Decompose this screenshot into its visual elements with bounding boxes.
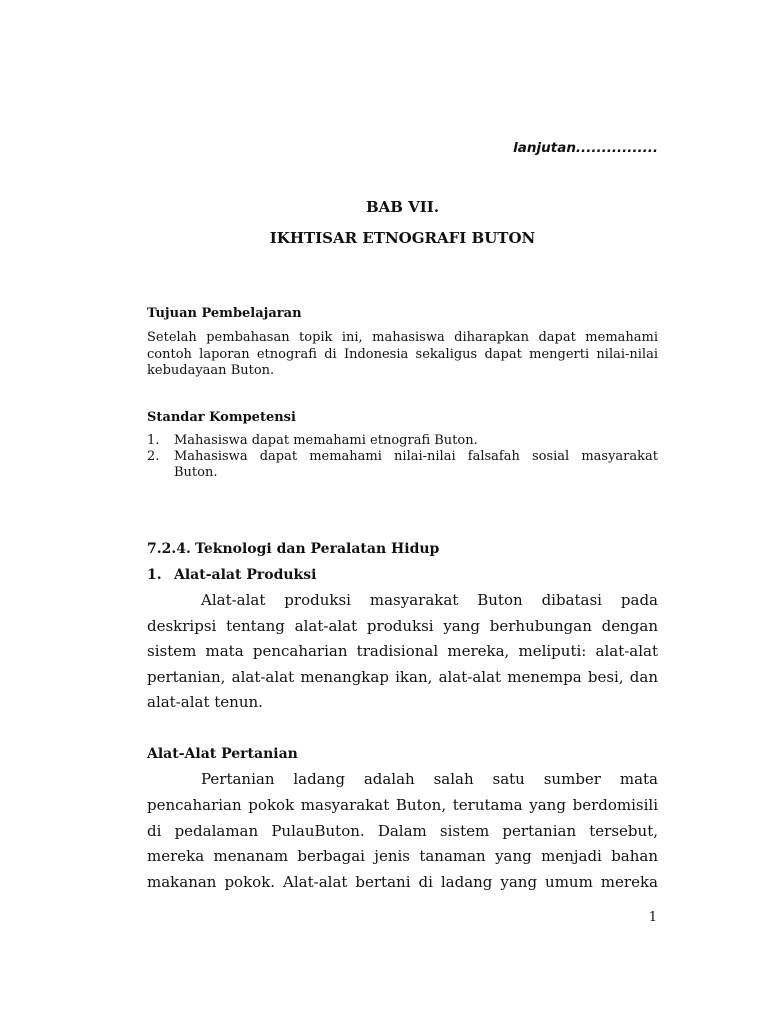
text-line: di pedalaman PulauButon. Dalam sistem pertanian tersebut,	[147, 821, 658, 840]
chapter-title: IKHTISAR ETNOGRAFI BUTON	[269, 229, 536, 247]
list-item	[147, 449, 658, 481]
page-number: 1	[648, 910, 657, 925]
subsection-number: 1.	[147, 567, 162, 583]
text-line: mereka menanam berbagai jenis tanaman yang menjadi bahan	[147, 847, 658, 866]
competency-list	[147, 433, 658, 481]
text-line: deskripsi tentang alat-alat produksi yang berhubungan dengan	[147, 616, 658, 635]
section-number: 7.2.4.	[147, 541, 191, 557]
text-line: alat-alat tenun.	[147, 693, 263, 711]
topic-heading: Alat-Alat Pertanian	[147, 746, 298, 762]
text-line: Setelah pembahasan topik ini, mahasiswa diharapkan dapat memahami	[147, 330, 658, 345]
text-line: Buton.	[174, 465, 218, 480]
text-line: contoh laporan etnografi di Indonesia sekaligus dapat mengerti nilai-nilai	[147, 346, 658, 362]
text-line: pertanian, alat-alat menangkap ikan, alat-alat menempa besi, dan	[147, 667, 658, 686]
subsection-heading	[147, 566, 658, 584]
list-item-text	[174, 449, 658, 481]
chapter-number: BAB VII.	[365, 198, 440, 216]
list-item-text	[174, 433, 658, 449]
text-line: kebudayaan Buton.	[147, 363, 275, 378]
text-line: Pertanian ladang adalah salah satu sumber mata	[201, 770, 658, 788]
section-title: Teknologi dan Peralatan Hidup	[195, 541, 440, 557]
text-line: makanan pokok. Alat-alat bertani di ladang yang umum mereka	[147, 873, 658, 891]
agriculture-tools-paragraph	[147, 767, 658, 896]
text-line: pencaharian pokok masyarakat Buton, terutama yang berdomisili	[147, 795, 658, 814]
learning-objectives-heading: Tujuan Pembelajaran	[147, 306, 302, 321]
text-line: Alat-alat produksi masyarakat Buton dibatasi pada	[201, 591, 658, 609]
list-marker: 1.	[147, 433, 160, 448]
text-line: Mahasiswa dapat memahami nilai-nilai falsafah sosial masyarakat	[174, 449, 658, 464]
section-heading	[147, 540, 658, 558]
text-line: Mahasiswa dapat memahami etnografi Buton.	[174, 433, 478, 448]
subsection-title: Alat-alat Produksi	[174, 567, 317, 583]
text-line: sistem mata pencaharian tradisional mereka, meliputi: alat-alat	[147, 642, 658, 660]
list-marker: 2.	[147, 449, 160, 464]
continuation-note: lanjutan................	[513, 140, 658, 156]
competency-standards-heading: Standar Kompetensi	[147, 410, 296, 425]
list-item	[147, 433, 658, 449]
learning-objectives-text	[147, 330, 658, 380]
production-tools-paragraph	[147, 588, 658, 716]
